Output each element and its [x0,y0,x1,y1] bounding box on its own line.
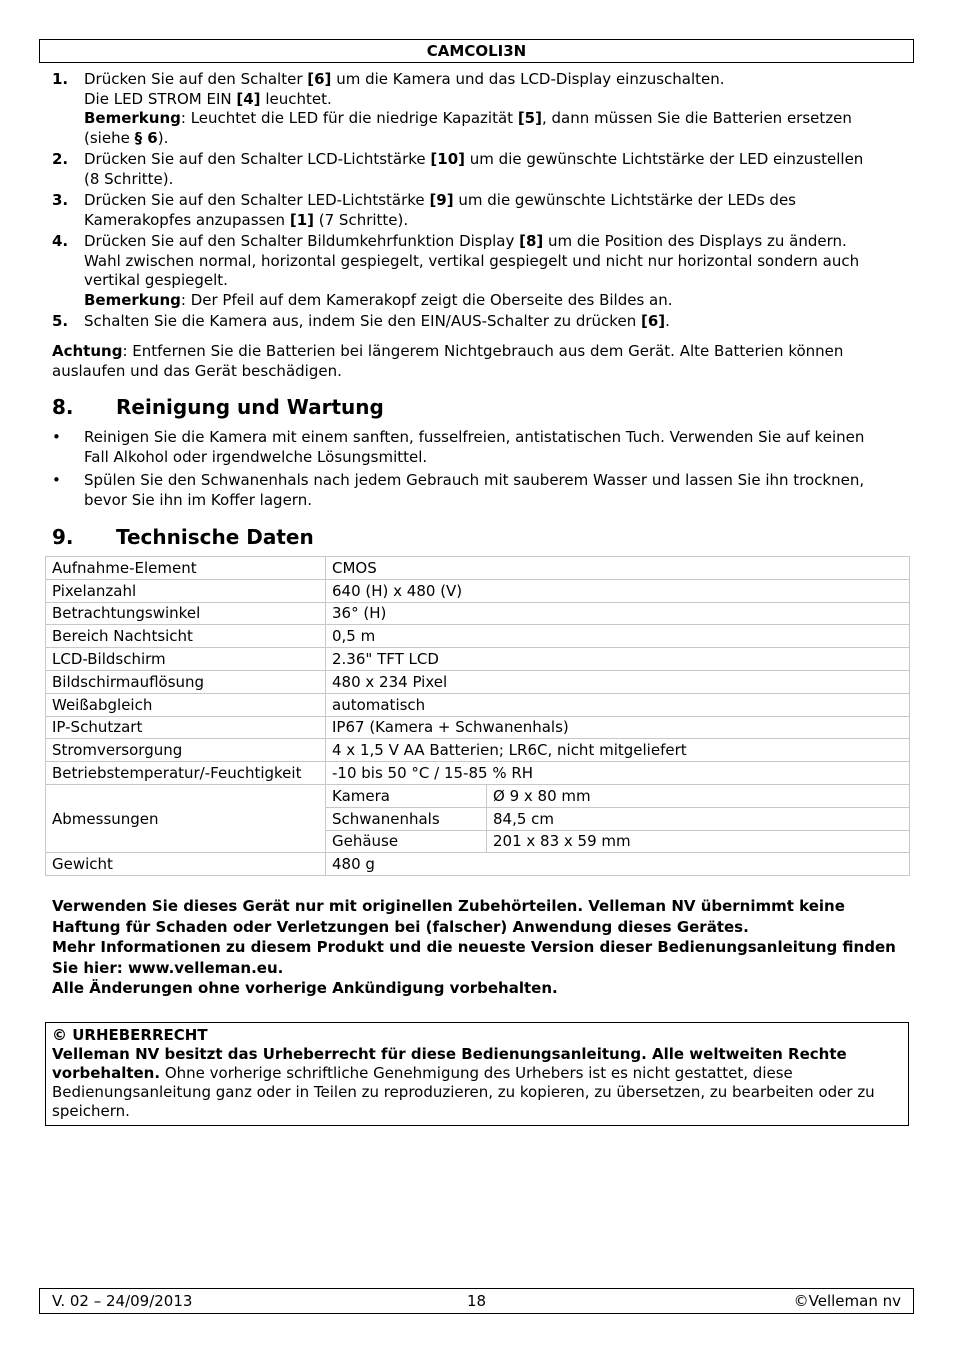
bullet-icon: • [52,428,61,446]
version-date: V. 02 – 24/09/2013 [52,1292,193,1310]
step-2 [52,150,882,189]
model-name: CAMCOLI3N [426,42,527,60]
step-4 [52,232,882,310]
step-text: Die LED STROM EIN [4] leuchtet. [84,89,332,108]
step-number: 1. [52,70,69,88]
section-8-heading: 8. Reinigung und Wartung [52,395,384,419]
cleaning-list [52,428,882,514]
disclaimer-text: Verwenden Sie dieses Gerät nur mit originellen Zubehörteilen. Velleman NV übernimmt keine Haftung für Schaden oder Verletzungen bei (falscher) Anwendung dieses Gerätes. [52,897,845,936]
table-row: Bildschirmauflösung 480 x 234 Pixel [46,670,910,693]
table-row: Betriebstemperatur/-Feuchtigkeit -10 bis 50 °C / 15-85 % RH [46,762,910,785]
step-remark: Bemerkung: Leuchtet die LED für die niedrige Kapazität [5], dann müssen Sie die Batterien ersetzen (siehe § 6). [84,109,852,147]
disclaimer-text: Alle Änderungen ohne vorherige Ankündigung vorbehalten. [52,979,558,997]
bullet-icon: • [52,471,61,489]
table-row: Pixelanzahl 640 (H) x 480 (V) [46,579,910,602]
step-text: Drücken Sie auf den Schalter LED-Lichtstärke [9] um die gewünschte Lichtstärke der LEDs des Kamerakopfes anzupassen [1] (7 Schritte). [84,191,796,229]
table-row: Aufnahme-Element CMOS [46,557,910,580]
section-9-heading: 9. Technische Daten [52,525,314,549]
step-1 [52,70,882,148]
step-text: Drücken Sie auf den Schalter Bildumkehrfunktion Display [8] um die Position des Displays zu ändern. Wahl zwischen normal, horizontal gespiegelt, vertikal gespiegelt und nicht nur horizontal sondern auch vertikal gespiegelt. [84,232,860,289]
table-row: Abmessungen Kamera Ø 9 x 80 mm [46,784,910,807]
table-row: IP-Schutzart IP67 (Kamera + Schwanenhals) [46,716,910,739]
caution-note: Achtung: Entfernen Sie die Batterien bei längerem Nichtgebrauch aus dem Gerät. Alte Batterien können auslaufen und das Gerät beschädigen. [52,342,844,380]
copyright-title: © URHEBERRECHT [52,1026,208,1044]
step-text: Schalten Sie die Kamera aus, indem Sie den EIN/AUS-Schalter zu drücken [6]. [84,312,670,330]
table-row: Gewicht 480 g [46,853,910,876]
step-text: Drücken Sie auf den Schalter LCD-Lichtstärke [10] um die gewünschte Lichtstärke der LED einzustellen (8 Schritte). [84,150,864,188]
copyright-text: Velleman NV besitzt das Urheberrecht für diese Bedienungsanleitung. Alle weltweiten Rechte vorbehalten. Ohne vorherige schriftliche Genehmigung des Urhebers ist es nicht gestattet, diese Bedienungsanleitung ganz oder in Teilen zu reproduzieren, zu kopieren, zu übersetzen, zu bearbeiten oder zu speichern. [52,1045,875,1120]
table-row: Bereich Nachtsicht 0,5 m [46,625,910,648]
copyright-box [45,1022,909,1126]
table-row: Weißabgleich automatisch [46,693,910,716]
table-row: Gehäuse 201 x 83 x 59 mm [46,830,910,853]
step-number: 3. [52,191,69,209]
step-number: 5. [52,312,69,330]
table-row: LCD-Bildschirm 2.36" TFT LCD [46,648,910,671]
document-header [39,39,914,63]
spec-table [45,556,910,876]
table-row: Betrachtungswinkel 36° (H) [46,602,910,625]
step-remark: Bemerkung: Der Pfeil auf dem Kamerakopf zeigt die Oberseite des Bildes an. [84,290,673,309]
step-5 [52,312,882,332]
table-row: Schwanenhals 84,5 cm [46,807,910,830]
table-row: Stromversorgung 4 x 1,5 V AA Batterien; LR6C, nicht mitgeliefert [46,739,910,762]
step-number: 4. [52,232,69,250]
page-footer [39,1288,914,1314]
step-text: Drücken Sie auf den Schalter [6] um die Kamera und das LCD-Display einzuschalten. [84,70,725,88]
disclaimer-block [52,896,902,999]
step-number: 2. [52,150,69,168]
page-number: 18 [466,1292,487,1310]
company-copyright: ©Velleman nv [793,1292,901,1310]
list-item: • Spülen Sie den Schwanenhals nach jedem Gebrauch mit sauberem Wasser und lassen Sie ihn trocknen, bevor Sie ihn im Koffer lagern. [52,471,865,509]
disclaimer-text: Mehr Informationen zu diesem Produkt und die neueste Version dieser Bedienungsanleitung finden Sie hier: www.velleman.eu. [52,938,896,977]
operation-steps [52,70,882,334]
list-item: • Reinigen Sie die Kamera mit einem sanften, fusselfreien, antistatischen Tuch. Verwenden Sie auf keinen Fall Alkohol oder irgendwelche Lösungsmittel. [52,428,865,466]
step-3 [52,191,882,230]
